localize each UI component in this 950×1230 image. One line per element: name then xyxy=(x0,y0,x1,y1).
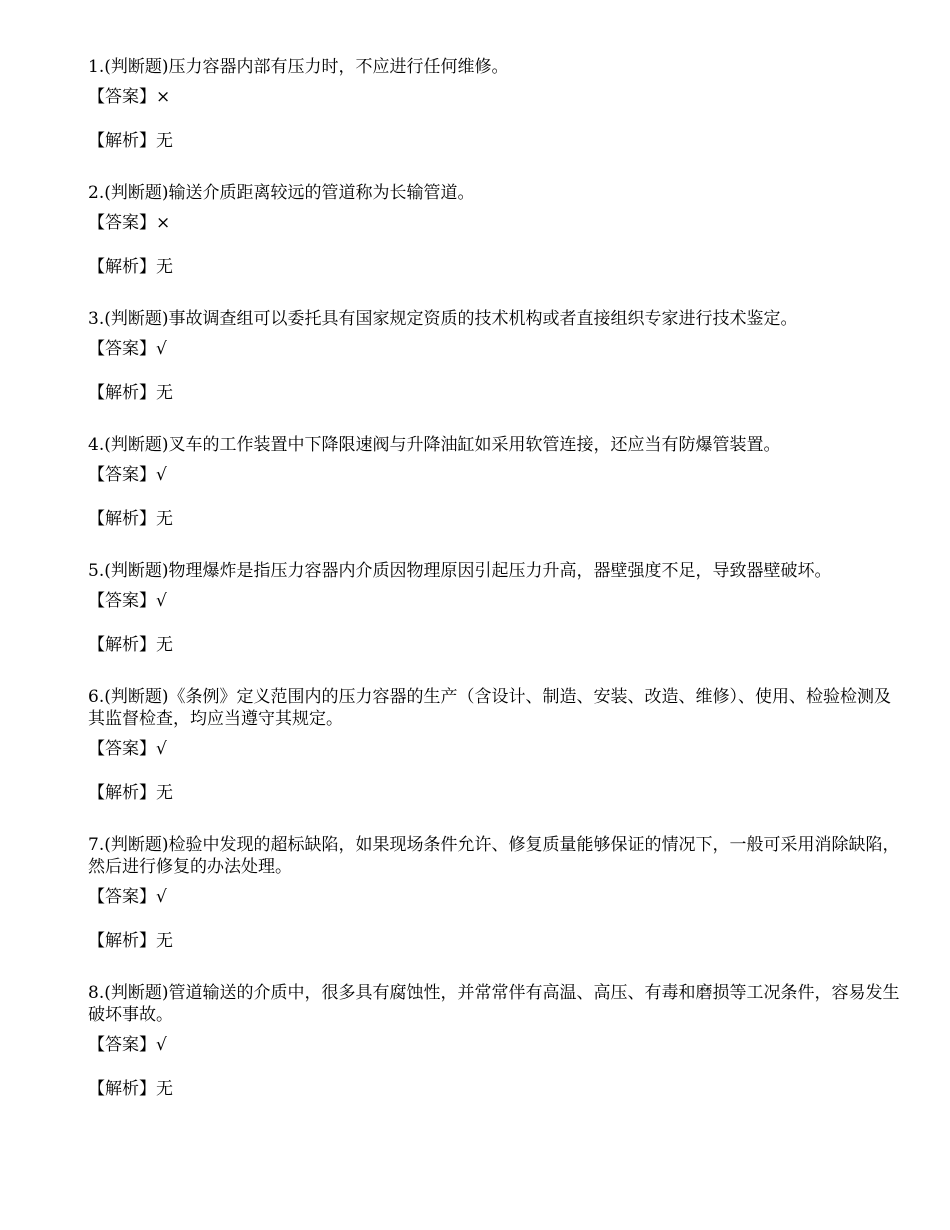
answer-value: × xyxy=(156,213,171,233)
answer-label: 【答案】 xyxy=(88,591,156,611)
answer-value: √ xyxy=(156,465,167,485)
explanation-label: 【解析】 xyxy=(88,783,156,803)
explanation-line xyxy=(88,256,900,278)
explanation-label: 【解析】 xyxy=(88,931,156,951)
explanation-line xyxy=(88,508,900,530)
question-text: 3.(判断题)事故调查组可以委托具有国家规定资质的技术机构或者直接组织专家进行技术鉴定。 xyxy=(88,309,798,329)
explanation-value: 无 xyxy=(156,931,173,951)
answer-line xyxy=(88,464,900,486)
question-text: 7.(判断题)检验中发现的超标缺陷，如果现场条件允许、修复质量能够保证的情况下，一般可采用消除缺陷，然后进行修复的办法处理。 xyxy=(88,835,900,877)
question-text: 1.(判断题)压力容器内部有压力时，不应进行任何维修。 xyxy=(88,57,509,77)
answer-label: 【答案】 xyxy=(88,739,156,759)
question-item-4 xyxy=(88,434,900,530)
question-text: 8.(判断题)管道输送的介质中，很多具有腐蚀性，并常常伴有高温、高压、有毒和磨损等工况条件，容易发生破坏事故。 xyxy=(88,983,900,1025)
answer-value: √ xyxy=(156,591,167,611)
explanation-value: 无 xyxy=(156,1079,173,1099)
question-text: 6.(判断题)《条例》定义范围内的压力容器的生产（含设计、制造、安装、改造、维修）、使用、检验检测及其监督检查，均应当遵守其规定。 xyxy=(88,687,891,729)
question-item-7 xyxy=(88,834,900,952)
explanation-line xyxy=(88,382,900,404)
answer-line xyxy=(88,86,900,108)
answer-line xyxy=(88,1034,900,1056)
answer-line xyxy=(88,212,900,234)
answer-label: 【答案】 xyxy=(88,87,156,107)
answer-value: √ xyxy=(156,1035,167,1055)
question-item-8 xyxy=(88,982,900,1100)
question-item-2 xyxy=(88,182,900,278)
explanation-label: 【解析】 xyxy=(88,1079,156,1099)
explanation-label: 【解析】 xyxy=(88,257,156,277)
answer-label: 【答案】 xyxy=(88,465,156,485)
question-text: 5.(判断题)物理爆炸是指压力容器内介质因物理原因引起压力升高，器壁强度不足，导致器壁破坏。 xyxy=(88,561,832,581)
question-item-1 xyxy=(88,56,900,152)
explanation-label: 【解析】 xyxy=(88,383,156,403)
answer-value: √ xyxy=(156,739,167,759)
explanation-value: 无 xyxy=(156,257,173,277)
explanation-value: 无 xyxy=(156,131,173,151)
answer-line xyxy=(88,886,900,908)
question-item-6 xyxy=(88,686,900,804)
answer-value: √ xyxy=(156,339,167,359)
answer-label: 【答案】 xyxy=(88,887,156,907)
answer-label: 【答案】 xyxy=(88,213,156,233)
explanation-line xyxy=(88,130,900,152)
explanation-label: 【解析】 xyxy=(88,131,156,151)
explanation-label: 【解析】 xyxy=(88,509,156,529)
explanation-value: 无 xyxy=(156,635,173,655)
answer-label: 【答案】 xyxy=(88,339,156,359)
explanation-value: 无 xyxy=(156,509,173,529)
explanation-value: 无 xyxy=(156,783,173,803)
question-item-5 xyxy=(88,560,900,656)
answer-line xyxy=(88,590,900,612)
answer-line xyxy=(88,338,900,360)
question-text: 2.(判断题)输送介质距离较远的管道称为长输管道。 xyxy=(88,183,475,203)
answer-value: × xyxy=(156,87,171,107)
explanation-line xyxy=(88,1078,900,1100)
explanation-line xyxy=(88,782,900,804)
explanation-line xyxy=(88,930,900,952)
question-text: 4.(判断题)叉车的工作装置中下降限速阀与升降油缸如采用软管连接，还应当有防爆管装置。 xyxy=(88,435,781,455)
explanation-label: 【解析】 xyxy=(88,635,156,655)
answer-line xyxy=(88,738,900,760)
explanation-line xyxy=(88,634,900,656)
answer-label: 【答案】 xyxy=(88,1035,156,1055)
question-item-3 xyxy=(88,308,900,404)
explanation-value: 无 xyxy=(156,383,173,403)
answer-value: √ xyxy=(156,887,167,907)
